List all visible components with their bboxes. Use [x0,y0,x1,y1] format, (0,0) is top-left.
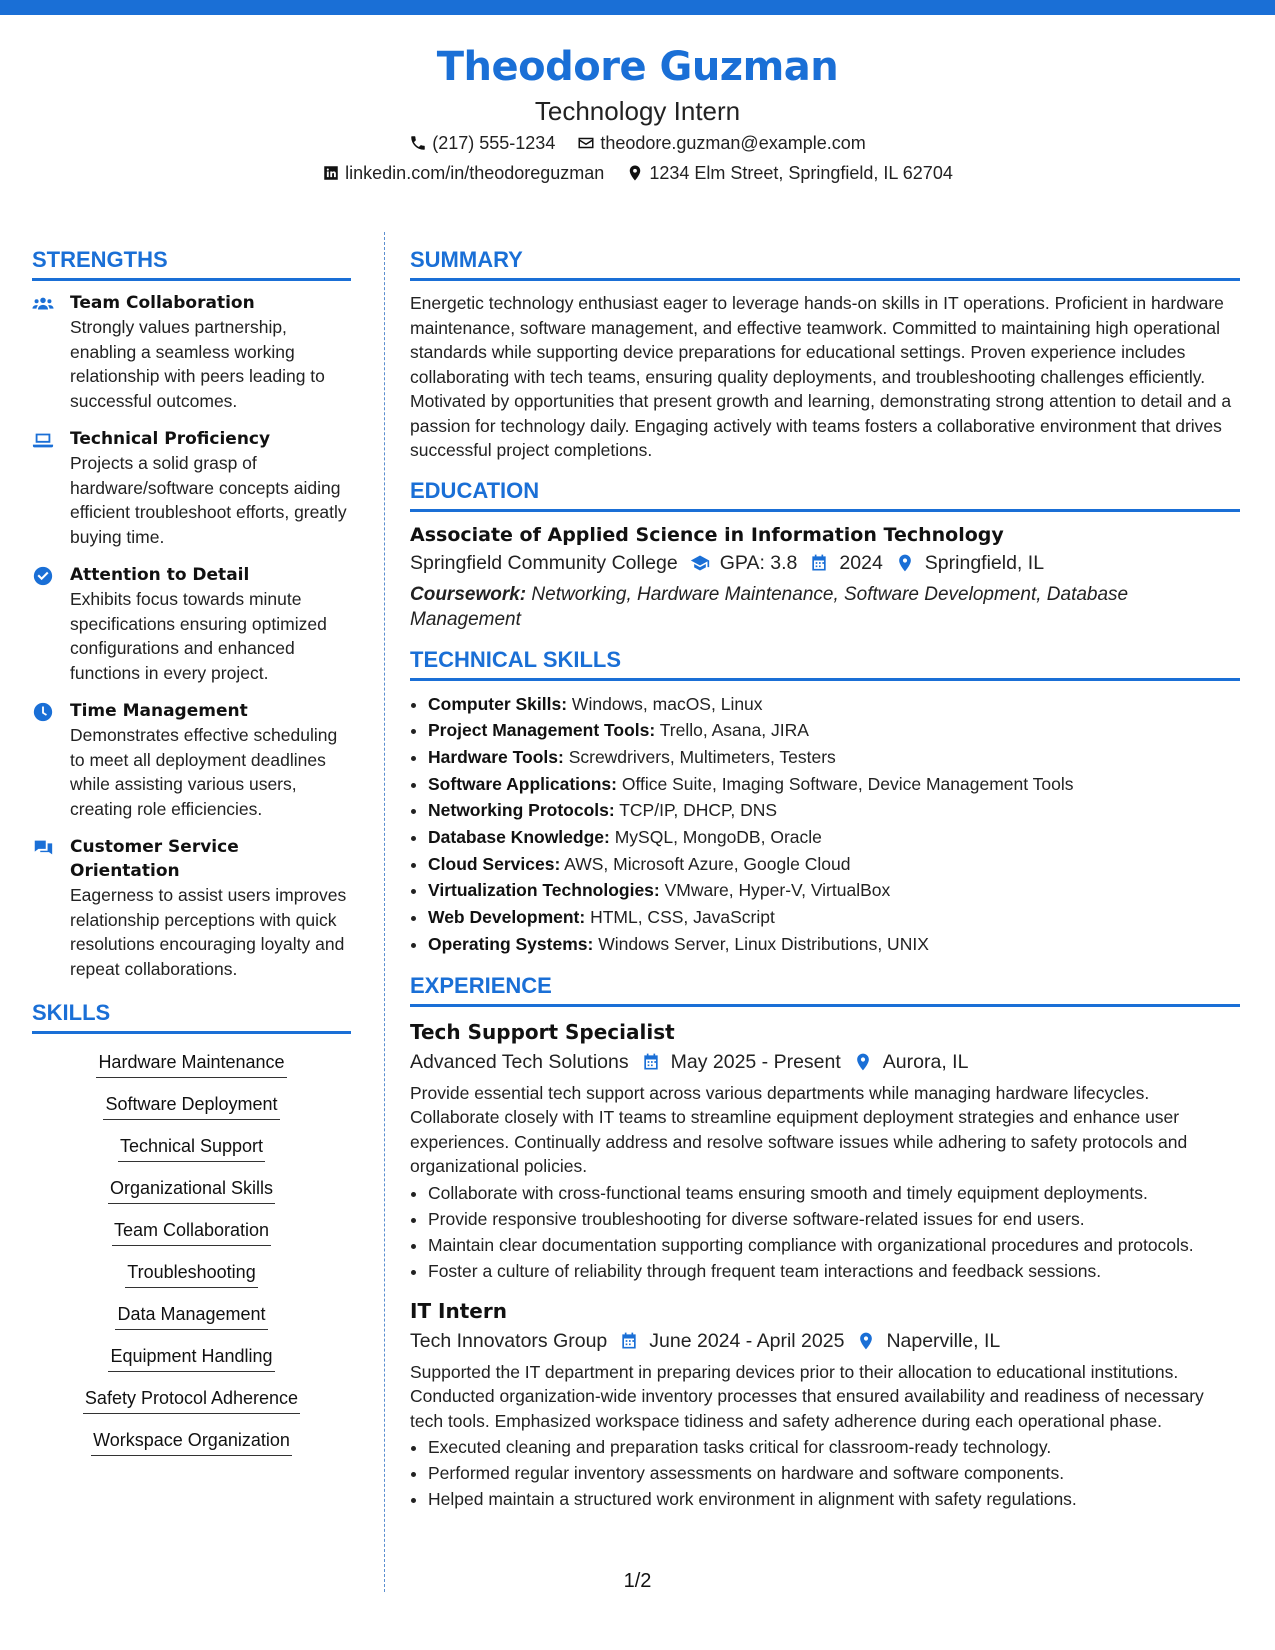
strength-item [32,563,351,685]
map-pin-icon [626,164,644,182]
skill-tag: Software Deployment [103,1092,279,1120]
list-item: • Operating Systems: Windows Server, Linux Distributions, UNIX [428,931,1240,958]
list-item: • Collaborate with cross-functional teams ensuring smooth and timely equipment deployments. [428,1181,1240,1206]
job-title: Tech Support Specialist [410,1019,675,1044]
job-bullets [410,1435,1240,1512]
list-item: • Executed cleaning and preparation tasks critical for classroom-ready technology. [428,1435,1240,1460]
graduation-cap-icon [690,553,710,573]
summary-text: Energetic technology enthusiast eager to leverage hands-on skills in IT operations. Proficient in hardware maintenance, software management, and effective teamwork. Committed to maintaining high operational standards while supporting device preparations for educational settings. Proven experience includes collaborating with tech teams, ensuring quality deployments, and troubleshooting challenges efficiently. Motivated by opportunities that present growth and learning, demonstrating strong attention to detail and a passion for technology daily. Engaging actively with teams fosters a collaborative environment that drives successful project completions. [410,293,1232,460]
job-title: IT Intern [410,1298,507,1323]
clock-icon [32,701,54,723]
strength-item [32,699,351,821]
address-text: 1234 Elm Street, Springfield, IL 62704 [649,163,953,183]
address-contact [626,158,953,188]
column-divider [384,232,385,1592]
list-item: • Virtualization Technologies: VMware, Hyper-V, VirtualBox [428,877,1240,904]
list-item: • Hardware Tools: Screwdrivers, Multimeters, Testers [428,744,1240,771]
page-number: 1/2 [623,1570,652,1592]
coursework [410,582,1240,632]
phone-icon [409,134,427,152]
job-location: Naperville, IL [886,1329,1001,1352]
list-item: • Foster a culture of reliability through frequent team interactions and feedback sessions. [428,1259,1240,1284]
education-meta [410,548,1240,578]
coursework-label: Coursework: [410,583,527,605]
list-item: • Performed regular inventory assessments on hardware and software components. [428,1461,1240,1486]
skill-tag: Workspace Organization [91,1428,292,1456]
resume-header [0,40,1275,188]
skill-tag: Equipment Handling [108,1344,274,1372]
right-column [410,246,1240,1524]
list-item: • Project Management Tools: Trello, Asana, JIRA [428,717,1240,744]
job-bullets [410,1181,1240,1284]
calendar-icon [641,1052,661,1072]
skill-tag: Troubleshooting [125,1260,257,1288]
skill-tag: Data Management [115,1302,267,1330]
gpa-text: GPA: 3.8 [719,551,798,574]
strength-desc: Demonstrates effective scheduling to meet all deployment deadlines while assisting various users, creating role efficiencies. [70,725,338,819]
job-location: Aurora, IL [882,1050,969,1073]
email-contact[interactable] [577,128,865,158]
school-location: Springfield, IL [924,551,1045,574]
map-pin-icon [856,1331,876,1351]
top-accent-bar [0,0,1275,15]
company-name: Advanced Tech Solutions [410,1050,629,1073]
list-item: • Provide responsive troubleshooting for diverse software-related issues for end users. [428,1207,1240,1232]
skills-heading: SKILLS [32,999,351,1034]
education-heading: EDUCATION [410,477,1240,512]
calendar-icon [619,1331,639,1351]
strength-title: Attention to Detail [70,565,250,585]
list-item: • Maintain clear documentation supporting compliance with organizational procedures and protocols. [428,1233,1240,1258]
strength-desc: Strongly values partnership, enabling a seamless working relationship with peers leading to successful outcomes. [70,317,325,411]
technical-skills-list [410,691,1240,958]
job-meta [410,1326,1240,1356]
list-item: • Database Knowledge: MySQL, MongoDB, Oracle [428,824,1240,851]
skills-list [32,1044,351,1464]
coursework-list: Networking, Hardware Maintenance, Software Development, Database Management [410,583,1129,630]
strength-desc: Projects a solid grasp of hardware/software concepts aiding efficient troubleshoot efforts, greatly buying time. [70,453,347,547]
company-name: Tech Innovators Group [410,1329,608,1352]
skill-tag: Organizational Skills [108,1176,275,1204]
list-item: • Web Development: HTML, CSS, JavaScript [428,904,1240,931]
envelope-icon [577,134,595,152]
experience-heading: EXPERIENCE [410,972,1240,1007]
email-text: theodore.guzman@example.com [600,133,866,153]
job-entry [410,1296,1240,1513]
job-description: Provide essential tech support across various departments while managing hardware lifecycles. Collaborate closely with IT teams to streamline equipment deployment strategies and enhance user experiences. Continually address and resolve software issues while adhering to safety protocols and organizational policies. [410,1082,1188,1177]
job-entry [410,1017,1240,1284]
strength-title: Team Collaboration [70,293,255,313]
degree-title: Associate of Applied Science in Information Technology [410,523,1004,546]
list-item: • Networking Protocols: TCP/IP, DHCP, DNS [428,797,1240,824]
summary-heading: SUMMARY [410,246,1240,281]
laptop-icon [32,429,54,451]
strength-item [32,835,351,981]
technical-skills-heading: TECHNICAL SKILLS [410,646,1240,681]
strength-item [32,427,351,549]
map-pin-icon [895,553,915,573]
skill-tag: Hardware Maintenance [96,1050,286,1078]
chat-icon [32,837,54,859]
contact-line-1 [0,128,1275,158]
map-pin-icon [853,1052,873,1072]
strength-title: Technical Proficiency [70,429,271,449]
strength-desc: Eagerness to assist users improves relationship perceptions with quick resolutions encouraging loyalty and repeat collaborations. [70,885,347,979]
check-circle-icon [32,565,54,587]
linkedin-text: linkedin.com/in/theodoreguzman [345,163,605,183]
job-dates: May 2025 - Present [670,1050,841,1073]
list-item: • Computer Skills: Windows, macOS, Linux [428,691,1240,718]
candidate-title: Technology Intern [534,96,741,126]
linkedin-icon [322,164,340,182]
job-description: Supported the IT department in preparing devices prior to their allocation to educational institutions. Conducted organization-wide inventory processes that ensured availability and readiness of necessary tech tools. Emphasized workspace tidiness and safety adherence during each operational phase. [410,1361,1204,1431]
users-icon [32,293,54,315]
strength-title: Time Management [70,701,248,721]
job-dates: June 2024 - April 2025 [649,1329,845,1352]
contact-line-2 [0,158,1275,188]
skill-tag: Team Collaboration [112,1218,271,1246]
calendar-icon [809,553,829,573]
list-item: • Cloud Services: AWS, Microsoft Azure, Google Cloud [428,851,1240,878]
candidate-name: Theodore Guzman [436,44,839,90]
strength-title: Customer Service Orientation [70,837,239,881]
phone-text: (217) 555-1234 [432,133,556,153]
strengths-heading: STRENGTHS [32,246,351,281]
left-column [32,246,351,1464]
strength-item [32,291,351,413]
list-item: • Helped maintain a structured work environment in alignment with safety regulations. [428,1487,1240,1512]
list-item: • Software Applications: Office Suite, Imaging Software, Device Management Tools [428,771,1240,798]
graduation-year: 2024 [839,551,883,574]
strength-desc: Exhibits focus towards minute specifications ensuring optimized configurations and enhanced functions in every project. [70,589,327,683]
job-meta [410,1047,1240,1077]
skill-tag: Technical Support [118,1134,265,1162]
phone-contact[interactable] [409,128,555,158]
skill-tag: Safety Protocol Adherence [83,1386,300,1414]
linkedin-contact[interactable] [322,158,604,188]
school-name: Springfield Community College [410,551,678,574]
